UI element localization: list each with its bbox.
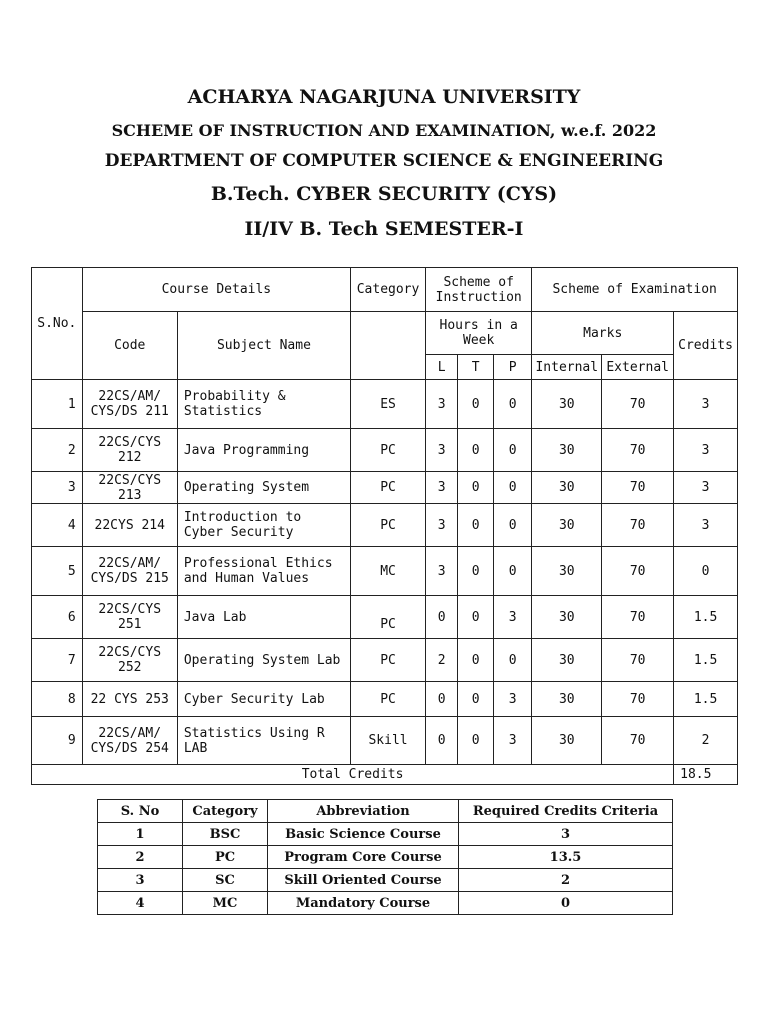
row-subject: Cyber Security Lab bbox=[177, 682, 350, 717]
row-subject: Probability & Statistics bbox=[177, 380, 350, 429]
row-external: 70 bbox=[602, 472, 674, 504]
row-hours-p: 0 bbox=[493, 547, 531, 596]
department-title: DEPARTMENT OF COMPUTER SCIENCE & ENGINEERING bbox=[104, 151, 664, 171]
row-external: 70 bbox=[602, 717, 674, 765]
category-cell: 0 bbox=[459, 892, 673, 915]
row-internal: 30 bbox=[532, 639, 602, 682]
category-cell: BSC bbox=[183, 823, 268, 846]
header-scheme-examination: Scheme of Examination bbox=[532, 268, 738, 312]
row-internal: 30 bbox=[532, 596, 602, 639]
table-row bbox=[32, 380, 738, 429]
row-credits: 3 bbox=[674, 472, 738, 504]
row-hours-l: 2 bbox=[426, 639, 458, 682]
header-t: T bbox=[458, 355, 493, 380]
row-hours-p: 0 bbox=[493, 504, 531, 547]
row-category: PC bbox=[351, 472, 426, 504]
total-credits-value: 18.5 bbox=[674, 765, 738, 785]
category-header-cell: S. No bbox=[98, 800, 183, 823]
row-hours-p: 0 bbox=[493, 639, 531, 682]
table-row bbox=[32, 429, 738, 472]
row-hours-l: 3 bbox=[426, 472, 458, 504]
header-subject-name: Subject Name bbox=[177, 312, 350, 380]
row-category: PC bbox=[351, 682, 426, 717]
header-course-details: Course Details bbox=[82, 268, 350, 312]
row-hours-l: 3 bbox=[426, 380, 458, 429]
row-hours-t: 0 bbox=[458, 717, 493, 765]
row-hours-t: 0 bbox=[458, 596, 493, 639]
table-row bbox=[32, 682, 738, 717]
row-subject: Professional Ethics and Human Values bbox=[177, 547, 350, 596]
row-category: ES bbox=[351, 380, 426, 429]
category-cell: PC bbox=[183, 846, 268, 869]
category-table bbox=[97, 799, 673, 915]
row-hours-t: 0 bbox=[458, 472, 493, 504]
scheme-title: SCHEME OF INSTRUCTION AND EXAMINATION, w.e.f. 2022 bbox=[111, 121, 657, 140]
category-cell: 1 bbox=[98, 823, 183, 846]
row-hours-p: 3 bbox=[493, 717, 531, 765]
category-header-cell: Abbreviation bbox=[268, 800, 459, 823]
row-hours-l: 0 bbox=[426, 717, 458, 765]
row-hours-p: 3 bbox=[493, 682, 531, 717]
header-code: Code bbox=[82, 312, 177, 380]
row-subject: Java Lab bbox=[177, 596, 350, 639]
row-category: MC bbox=[351, 547, 426, 596]
category-cell: 4 bbox=[98, 892, 183, 915]
row-hours-t: 0 bbox=[458, 429, 493, 472]
row-credits: 0 bbox=[674, 547, 738, 596]
category-header-cell: Category bbox=[183, 800, 268, 823]
row-category: PC bbox=[351, 504, 426, 547]
row-external: 70 bbox=[602, 682, 674, 717]
row-subject: Operating System Lab bbox=[177, 639, 350, 682]
row-credits: 1.5 bbox=[674, 639, 738, 682]
row-sno: 1 bbox=[32, 380, 83, 429]
row-sno: 2 bbox=[32, 429, 83, 472]
row-sno: 5 bbox=[32, 547, 83, 596]
category-header-row bbox=[98, 800, 673, 823]
table-row bbox=[32, 639, 738, 682]
row-credits: 3 bbox=[674, 504, 738, 547]
row-sno: 9 bbox=[32, 717, 83, 765]
row-hours-p: 3 bbox=[493, 596, 531, 639]
category-cell: Program Core Course bbox=[268, 846, 459, 869]
row-credits: 2 bbox=[674, 717, 738, 765]
category-cell: 3 bbox=[98, 869, 183, 892]
row-sno: 4 bbox=[32, 504, 83, 547]
row-code: 22CYS 214 bbox=[82, 504, 177, 547]
category-cell: 13.5 bbox=[459, 846, 673, 869]
category-cell: SC bbox=[183, 869, 268, 892]
row-internal: 30 bbox=[532, 504, 602, 547]
row-hours-l: 3 bbox=[426, 547, 458, 596]
row-sno: 3 bbox=[32, 472, 83, 504]
row-internal: 30 bbox=[532, 547, 602, 596]
row-hours-t: 0 bbox=[458, 380, 493, 429]
row-sno: 7 bbox=[32, 639, 83, 682]
header-p: P bbox=[493, 355, 531, 380]
category-cell: 2 bbox=[459, 869, 673, 892]
header-l: L bbox=[426, 355, 458, 380]
row-credits: 1.5 bbox=[674, 682, 738, 717]
table-row bbox=[32, 596, 738, 639]
row-hours-t: 0 bbox=[458, 504, 493, 547]
row-internal: 30 bbox=[532, 472, 602, 504]
scheme-table bbox=[31, 267, 738, 785]
row-internal: 30 bbox=[532, 380, 602, 429]
row-external: 70 bbox=[602, 596, 674, 639]
row-subject: Java Programming bbox=[177, 429, 350, 472]
header-category-blank bbox=[351, 312, 426, 380]
row-hours-l: 3 bbox=[426, 429, 458, 472]
table-row bbox=[32, 717, 738, 765]
row-hours-t: 0 bbox=[458, 547, 493, 596]
table-row bbox=[32, 504, 738, 547]
semester-title: II/IV B. Tech SEMESTER-I bbox=[244, 218, 524, 240]
row-external: 70 bbox=[602, 639, 674, 682]
row-internal: 30 bbox=[532, 682, 602, 717]
row-hours-l: 3 bbox=[426, 504, 458, 547]
category-header-cell: Required Credits Criteria bbox=[459, 800, 673, 823]
header-category: Category bbox=[351, 268, 426, 312]
category-row bbox=[98, 846, 673, 869]
row-credits: 3 bbox=[674, 429, 738, 472]
row-hours-p: 0 bbox=[493, 429, 531, 472]
row-hours-p: 0 bbox=[493, 472, 531, 504]
header-credits: Credits bbox=[674, 312, 738, 380]
row-subject: Introduction to Cyber Security bbox=[177, 504, 350, 547]
category-cell: Basic Science Course bbox=[268, 823, 459, 846]
row-subject: Operating System bbox=[177, 472, 350, 504]
row-credits: 3 bbox=[674, 380, 738, 429]
row-code: 22CS/CYS 251 bbox=[82, 596, 177, 639]
row-external: 70 bbox=[602, 380, 674, 429]
header-scheme-instruction: Scheme of Instruction bbox=[426, 268, 532, 312]
row-code: 22CS/CYS 252 bbox=[82, 639, 177, 682]
row-sno: 8 bbox=[32, 682, 83, 717]
row-internal: 30 bbox=[532, 717, 602, 765]
row-external: 70 bbox=[602, 547, 674, 596]
row-hours-l: 0 bbox=[426, 596, 458, 639]
category-row bbox=[98, 823, 673, 846]
row-code: 22CS/CYS 212 bbox=[82, 429, 177, 472]
university-title: ACHARYA NAGARJUNA UNIVERSITY bbox=[187, 86, 581, 108]
category-row bbox=[98, 892, 673, 915]
header-marks: Marks bbox=[532, 312, 674, 355]
row-internal: 30 bbox=[532, 429, 602, 472]
category-cell: MC bbox=[183, 892, 268, 915]
row-external: 70 bbox=[602, 429, 674, 472]
category-cell: Skill Oriented Course bbox=[268, 869, 459, 892]
row-hours-p: 0 bbox=[493, 380, 531, 429]
category-cell: 3 bbox=[459, 823, 673, 846]
total-credits-label: Total Credits bbox=[32, 765, 674, 785]
row-code: 22CS/AM/ CYS/DS 211 bbox=[82, 380, 177, 429]
program-title: B.Tech. CYBER SECURITY (CYS) bbox=[210, 183, 558, 205]
row-code: 22CS/AM/ CYS/DS 215 bbox=[82, 547, 177, 596]
row-sno: 6 bbox=[32, 596, 83, 639]
header-hours-week: Hours in a Week bbox=[426, 312, 532, 355]
row-code: 22CS/AM/ CYS/DS 254 bbox=[82, 717, 177, 765]
row-category: PC bbox=[351, 639, 426, 682]
row-hours-t: 0 bbox=[458, 682, 493, 717]
row-code: 22CS/CYS 213 bbox=[82, 472, 177, 504]
total-row bbox=[32, 765, 738, 785]
row-subject: Statistics Using R LAB bbox=[177, 717, 350, 765]
row-hours-l: 0 bbox=[426, 682, 458, 717]
row-category: PC bbox=[351, 429, 426, 472]
row-external: 70 bbox=[602, 504, 674, 547]
row-hours-t: 0 bbox=[458, 639, 493, 682]
header-sno: S.No. bbox=[32, 268, 83, 380]
row-category: PC bbox=[351, 596, 426, 639]
table-row bbox=[32, 472, 738, 504]
category-row bbox=[98, 869, 673, 892]
table-row bbox=[32, 547, 738, 596]
row-code: 22 CYS 253 bbox=[82, 682, 177, 717]
row-category: Skill bbox=[351, 717, 426, 765]
row-credits: 1.5 bbox=[674, 596, 738, 639]
category-cell: 2 bbox=[98, 846, 183, 869]
category-cell: Mandatory Course bbox=[268, 892, 459, 915]
header-internal: Internal bbox=[532, 355, 602, 380]
header-external: External bbox=[602, 355, 674, 380]
